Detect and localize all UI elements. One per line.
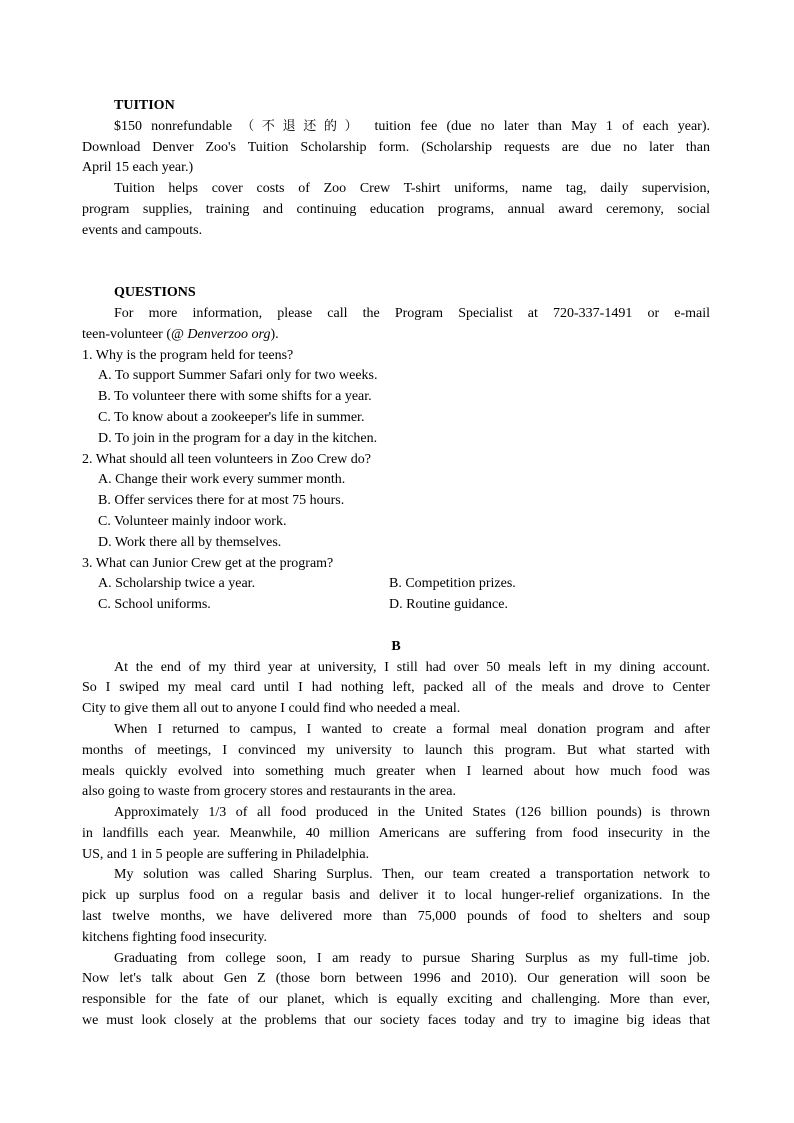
spacer — [82, 242, 710, 263]
passage-b-p5-line-3: responsible for the fate of our planet, which is equally exciting and challenging. More than ever, — [82, 992, 710, 1008]
tuition-paragraph-1-line-1: $150 nonrefundable （不退还的） tuition fee (due no later than May 1 of each year). — [114, 118, 710, 134]
questions-heading: QUESTIONS — [114, 285, 196, 301]
spacer — [82, 616, 710, 637]
passage-b-p5-line-2: Now let's talk about Gen Z (those born between 1996 and 2010). Our generation will soon be — [82, 971, 710, 987]
document-page — [82, 96, 710, 1032]
tuition-paragraph-1-line-3: April 15 each year.) — [82, 160, 194, 176]
question-3-options-row-2 — [82, 595, 710, 616]
question-2-option-d: D. Work there all by themselves. — [98, 534, 282, 550]
question-2: 2. What should all teen volunteers in Zoo Crew do? — [82, 451, 372, 467]
question-1-option-c: C. To know about a zookeeper's life in summer. — [98, 409, 365, 425]
question-3-option-c: C. School uniforms. — [98, 597, 211, 613]
passage-b-p2-line-4: also going to waste from grocery stores and restaurants in the area. — [82, 784, 456, 800]
question-1-option-b: B. To volunteer there with some shifts for a year. — [98, 389, 372, 405]
question-1-option-a: A. To support Summer Safari only for two weeks. — [98, 368, 378, 384]
passage-b-p3-line-2: in landfills each year. Meanwhile, 40 million Americans are suffering from food insecurity in the — [82, 825, 710, 841]
passage-b-p2-line-1: When I returned to campus, I wanted to create a formal meal donation program and after — [114, 721, 710, 737]
tuition-paragraph-2-line-2: program supplies, training and continuing education programs, annual award ceremony, social — [82, 201, 710, 217]
question-2-option-a: A. Change their work every summer month. — [98, 472, 346, 488]
passage-b-p5-line-4: we must look closely at the problems that our society faces today and try to imagine big ideas that — [82, 1013, 710, 1029]
question-2-option-b: B. Offer services there for at most 75 hours. — [98, 493, 345, 509]
questions-contact-line-1: For more information, please call the Program Specialist at 720-337-1491 or e-mail — [114, 305, 710, 321]
question-1-option-d: D. To join in the program for a day in the kitchen. — [98, 430, 378, 446]
passage-b-p4-line-1: My solution was called Sharing Surplus. Then, our team created a transportation network to — [114, 867, 710, 883]
passage-b-p2-line-2: months of meetings, I convinced my university to launch this program. But what started with — [82, 742, 710, 758]
passage-b-p1-line-2: So I swiped my meal card until I had nothing left, packed all of the meals and drove to Center — [82, 680, 710, 696]
passage-b-p1-line-1: At the end of my third year at university, I still had over 50 meals left in my dining account. — [114, 659, 710, 675]
chinese-gloss: （不退还的） — [241, 118, 366, 134]
tuition-paragraph-1-line-2: Download Denver Zoo's Tuition Scholarship form. (Scholarship requests are due no later than — [82, 139, 710, 155]
passage-b-heading: B — [391, 638, 401, 654]
question-3-option-d: D. Routine guidance. — [389, 597, 508, 613]
question-3: 3. What can Junior Crew get at the program? — [82, 555, 334, 571]
tuition-heading: TUITION — [114, 98, 175, 113]
passage-b-p4-line-2: pick up surplus food on a regular basis and deliver it to local hunger-relief organizations. In the — [82, 888, 710, 904]
passage-b-p4-line-3: last twelve months, we have delivered more than 75,000 pounds of food to shelters and soup — [82, 909, 710, 925]
questions-contact-line-2: teen-volunteer (@ Denverzoo org). — [82, 326, 279, 342]
question-2-option-c: C. Volunteer mainly indoor work. — [98, 513, 287, 529]
tuition-paragraph-2-line-3: events and campouts. — [82, 222, 203, 238]
passage-b-p5-line-1: Graduating from college soon, I am ready to pursue Sharing Surplus as my full-time job. — [114, 950, 710, 966]
tuition-paragraph-2-line-1: Tuition helps cover costs of Zoo Crew T-shirt uniforms, name tag, daily supervision, — [114, 181, 710, 197]
question-3-options-row-1 — [82, 574, 710, 595]
spacer — [82, 262, 710, 283]
passage-b-p2-line-3: meals quickly evolved into something much greater when I learned about how much food was — [82, 763, 710, 779]
question-1: 1. Why is the program held for teens? — [82, 347, 294, 363]
question-3-option-a: A. Scholarship twice a year. — [98, 576, 256, 592]
question-3-option-b: B. Competition prizes. — [389, 576, 516, 592]
passage-b-p3-line-1: Approximately 1/3 of all food produced in the United States (126 billion pounds) is thrown — [114, 805, 710, 821]
contact-email: @ Denverzoo org — [171, 326, 271, 342]
passage-b-p1-line-3: City to give them all out to anyone I could find who needed a meal. — [82, 701, 461, 717]
passage-b-p3-line-3: US, and 1 in 5 people are suffering in Philadelphia. — [82, 846, 370, 862]
passage-b-p4-line-4: kitchens fighting food insecurity. — [82, 929, 267, 945]
